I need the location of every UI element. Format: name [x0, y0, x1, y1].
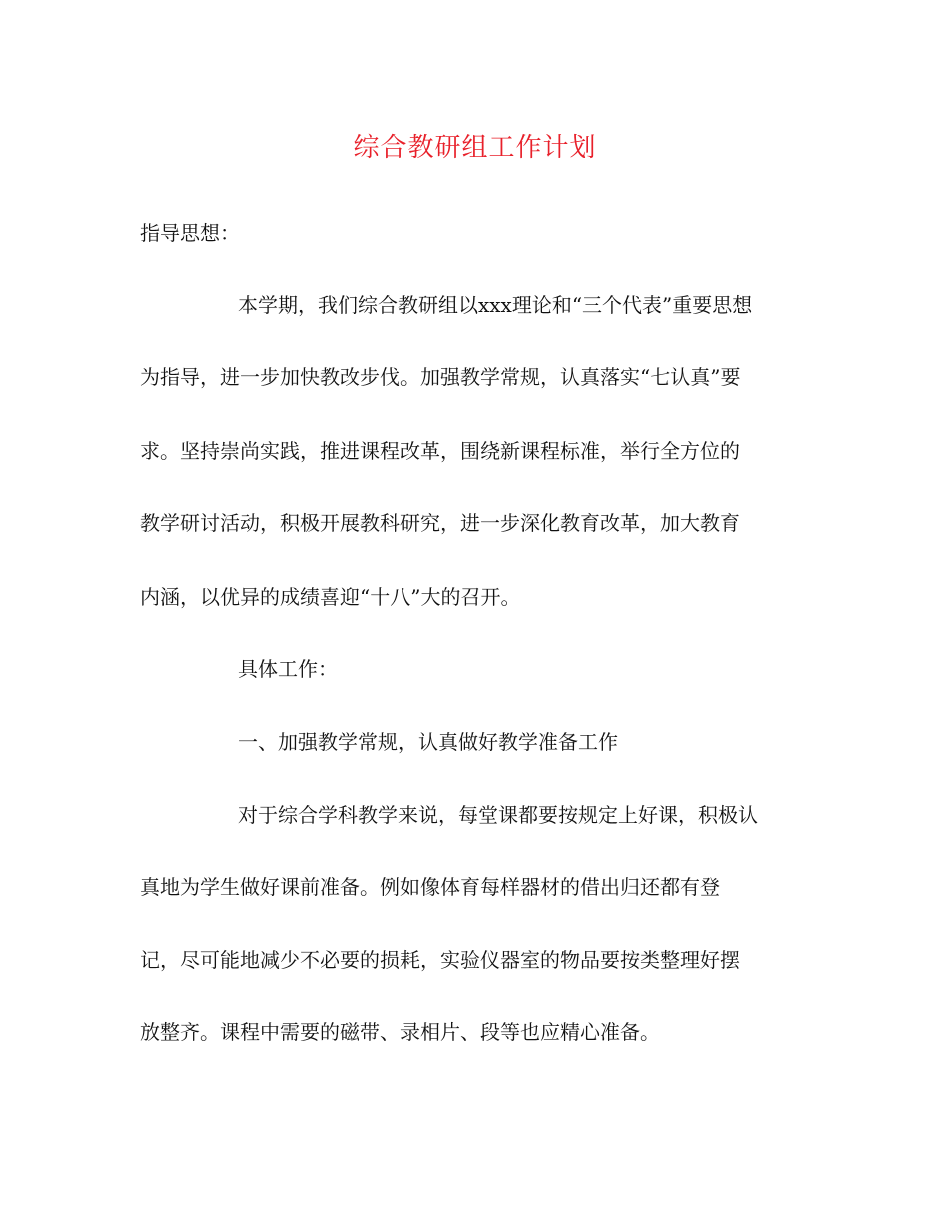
text-line: 记，尽可能地减少不必要的损耗，实验仪器室的物品要按类整理好摆	[140, 948, 740, 972]
text-line: 求。坚持崇尚实践，推进课程改革，围绕新课程标准，举行全方位的	[140, 439, 740, 463]
text-line: 指导思想：	[140, 221, 240, 245]
document-title: 综合教研组工作计划	[353, 133, 597, 163]
text-line: 真地为学生做好课前准备。例如像体育每样器材的借出归还都有登	[140, 875, 720, 899]
text-line: 一、加强教学常规，认真做好教学准备工作	[238, 730, 618, 754]
text-line: 本学期，我们综合教研组以xxx理论和“三个代表”重要思想	[238, 293, 753, 317]
text-line: 具体工作：	[238, 657, 338, 681]
text-line: 为指导，进一步加快教改步伐。加强教学常规，认真落实“七认真”要	[140, 365, 741, 389]
text-line: 放整齐。课程中需要的磁带、录相片、段等也应精心准备。	[140, 1020, 660, 1044]
text-line: 教学研讨活动，积极开展教科研究，进一步深化教育改革，加大教育	[140, 511, 740, 535]
text-line: 对于综合学科教学来说，每堂课都要按规定上好课，积极认	[238, 803, 758, 827]
text-line: 内涵，以优异的成绩喜迎“十八”大的召开。	[140, 585, 521, 609]
